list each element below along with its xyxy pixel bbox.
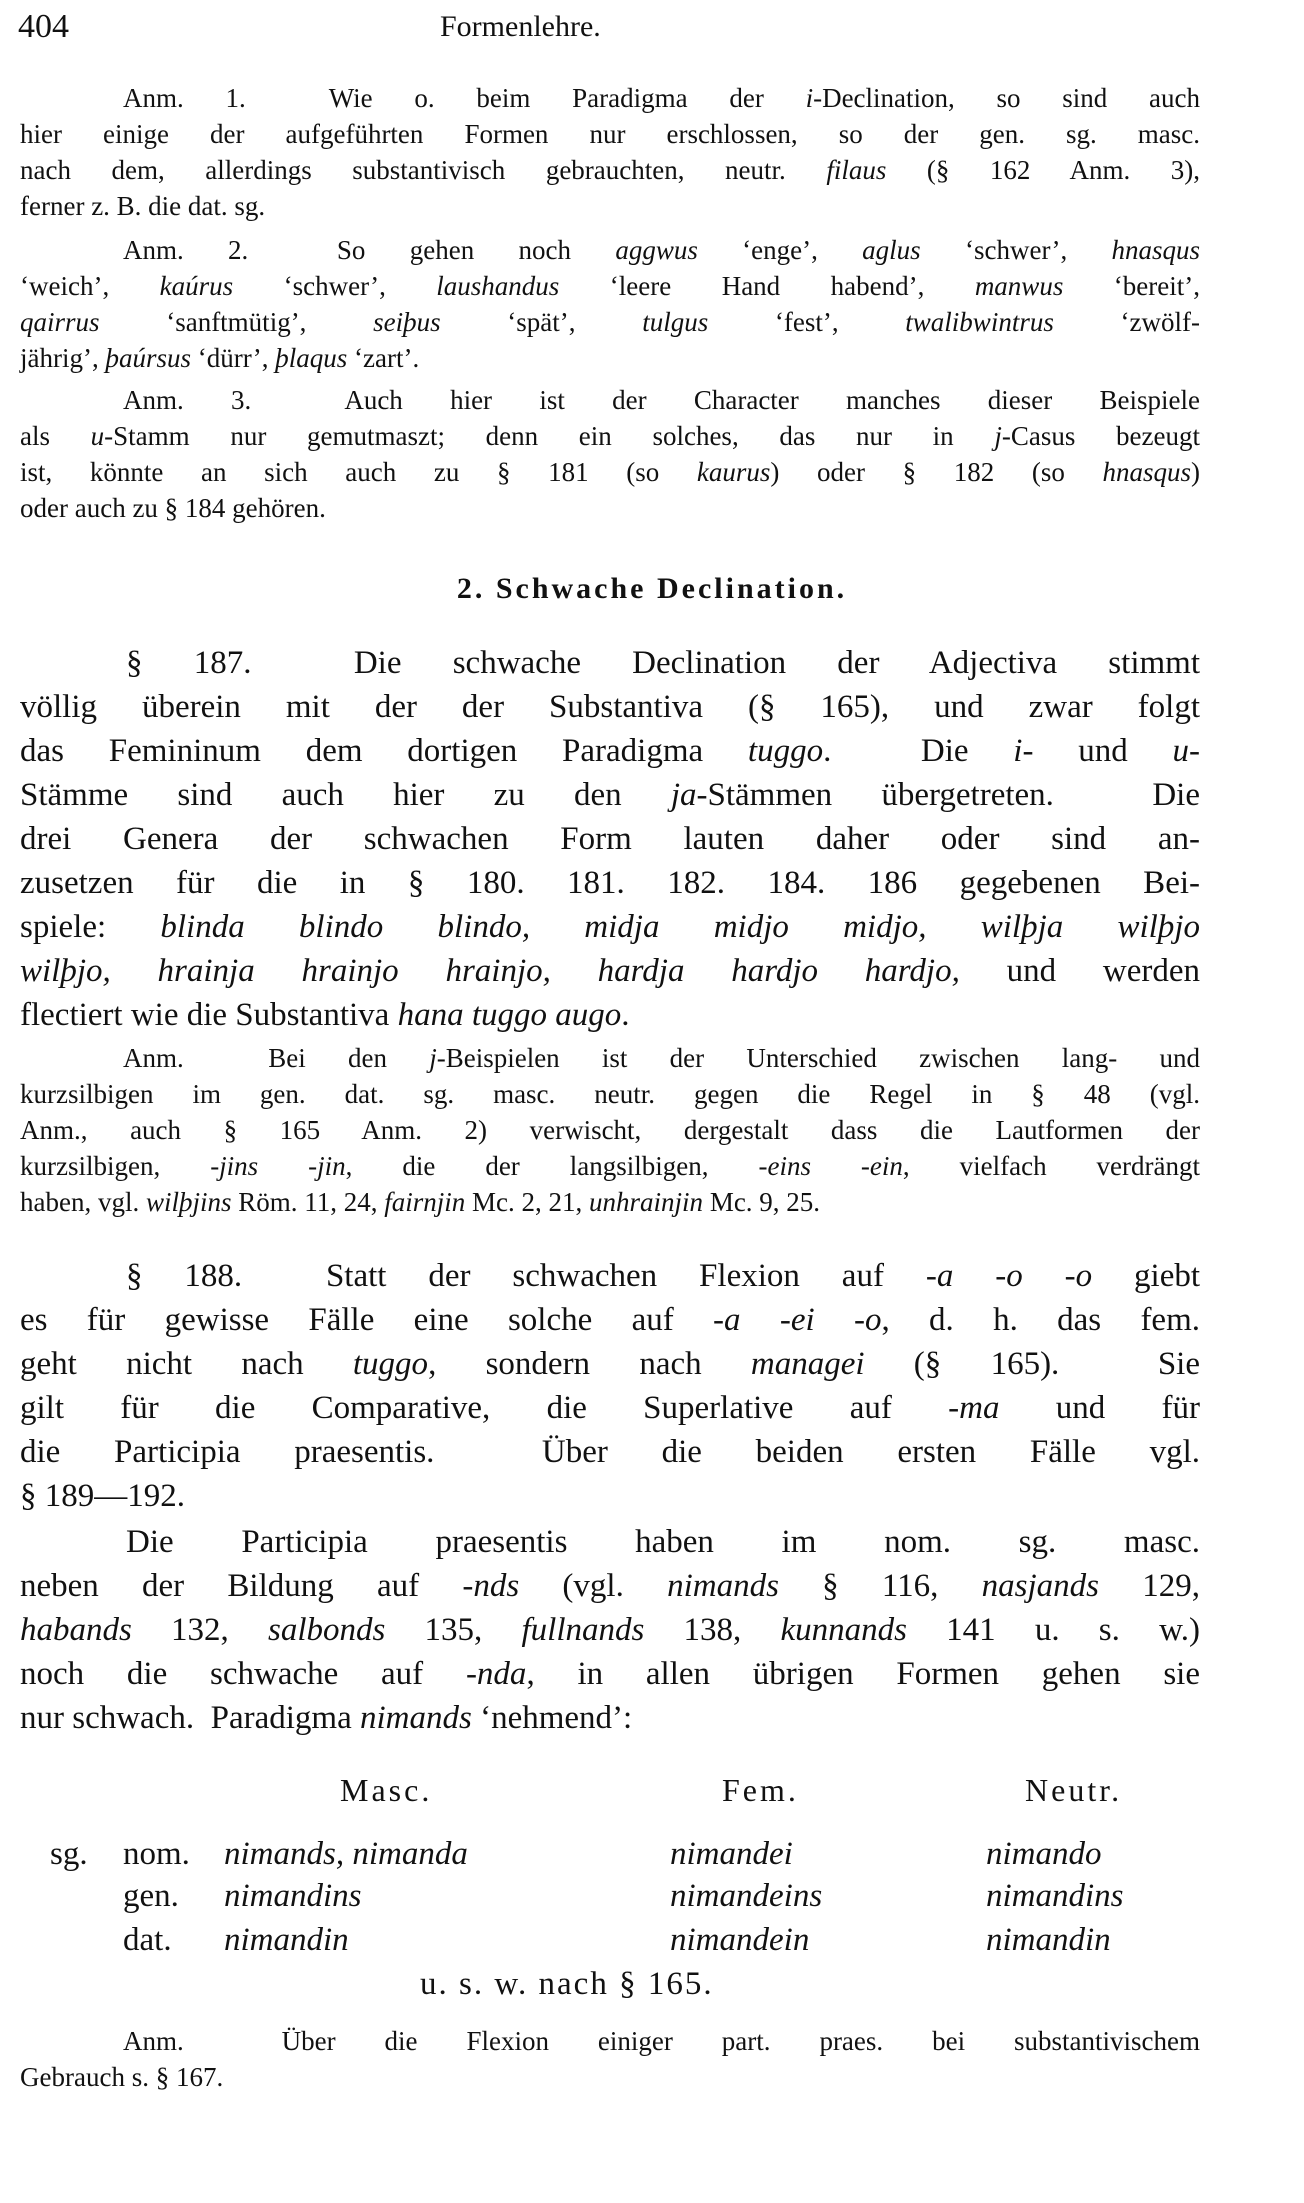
text-run: völlig überein mit der der Substantiva (§ 165), und zwar folgt: [20, 689, 1200, 725]
note-187: [20, 1040, 1200, 1220]
text-line: [20, 490, 1200, 526]
text-run: zusetzen für die in § 180. 181. 182. 184. 186 gegebenen Bei-: [20, 865, 1200, 901]
text-run: ‘zwölf-: [1053, 307, 1200, 337]
italic-form: fairnjin: [384, 1187, 466, 1217]
text-line: [20, 993, 1200, 1037]
italic-form: filaus: [826, 155, 887, 185]
header-neutr: Neutr.: [1025, 1772, 1123, 1808]
fem-gen: nimandeins: [670, 1878, 823, 1914]
text-run: , die der langsilbigen,: [345, 1151, 759, 1181]
italic-form: j: [429, 1043, 437, 1073]
text-run: ‘zart’.: [347, 343, 420, 373]
text-run: Anm. 1. Wie o. beim Paradigma der: [123, 83, 806, 113]
text-run: -Beispielen ist der Unterschied zwischen lang- und: [436, 1043, 1200, 1073]
italic-form: kaúrus: [159, 271, 234, 301]
text-run: flectiert wie die Substantiva: [20, 997, 398, 1033]
text-run: hier einige der aufgeführten Formen nur erschlossen, so der gen. sg. masc.: [20, 119, 1200, 149]
text-run: 132,: [131, 1612, 268, 1648]
text-run: Die Participia praesentis haben im nom. sg. masc.: [126, 1524, 1200, 1560]
neutr-gen: nimandins: [986, 1878, 1124, 1914]
text-run: und für: [999, 1390, 1200, 1426]
italic-form: managei: [750, 1346, 865, 1382]
text-line: [20, 454, 1200, 490]
paradigm-footer: u. s. w. nach § 165.: [420, 1966, 714, 2002]
text-line: [20, 861, 1200, 905]
text-run: drei Genera der schwachen Form lauten daher oder sind an-: [20, 821, 1200, 857]
text-run: Anm. 3. Auch hier ist der Character manches dieser Beispiele: [123, 385, 1200, 415]
case-gen: gen.: [123, 1878, 179, 1914]
text-run: neben der Bildung auf: [20, 1568, 463, 1604]
text-line: [20, 1696, 1200, 1740]
italic-form: habands: [20, 1612, 132, 1648]
text-line: [20, 1608, 1200, 1652]
text-run: Röm. 11, 24,: [231, 1187, 385, 1217]
text-run: § 116,: [778, 1568, 982, 1604]
paragraph-188: [20, 1254, 1200, 1518]
italic-form: blinda blindo blindo, midja midjo midjo, wilþja wilþjo: [160, 909, 1200, 945]
italic-form: i: [805, 83, 814, 113]
italic-form: tulgus: [642, 307, 709, 337]
text-run: 138,: [644, 1612, 781, 1648]
text-run: ‘leere Hand habend’,: [559, 271, 975, 301]
italic-form: fullnands: [521, 1612, 645, 1648]
case-nom: nom.: [123, 1836, 190, 1872]
text-line: [20, 1652, 1200, 1696]
text-run: es für gewisse Fälle eine solche auf: [20, 1302, 714, 1338]
text-run: die Participia praesentis. Über die beiden ersten Fälle vgl.: [20, 1434, 1200, 1470]
text-line: [20, 949, 1200, 993]
case-dat: dat.: [123, 1922, 172, 1958]
italic-form: -eins -ein: [758, 1151, 903, 1181]
text-line: [20, 1386, 1200, 1430]
italic-form: kunnands: [780, 1612, 907, 1648]
masc-dat: nimandin: [224, 1922, 349, 1958]
text-line: [20, 304, 1200, 340]
text-run: spiele:: [20, 909, 161, 945]
text-line: [20, 817, 1200, 861]
note-final: [20, 2023, 1200, 2095]
text-line: [20, 2059, 1200, 2095]
text-line: [20, 382, 1200, 418]
fem-nom: nimandei: [670, 1836, 793, 1872]
text-run: . Die: [823, 733, 1014, 769]
italic-form: þaúrsus: [105, 343, 192, 373]
text-line: [20, 685, 1200, 729]
italic-form: manwus: [974, 271, 1064, 301]
running-title: Formenlehre.: [440, 10, 601, 43]
text-run: ‘schwer’,: [920, 235, 1112, 265]
text-run: noch die schwache auf: [20, 1656, 466, 1692]
text-run: geht nicht nach: [20, 1346, 353, 1382]
text-run: -: [1189, 733, 1200, 769]
italic-form: nimands: [667, 1568, 779, 1604]
italic-form: -a -ei -o: [713, 1302, 882, 1338]
paragraph-participia: [20, 1520, 1200, 1740]
section-heading: 2. Schwache Declination.: [456, 572, 848, 605]
text-run: ‘spät’,: [440, 307, 643, 337]
header-fem: Fem.: [722, 1772, 799, 1808]
text-run: ist, könnte an sich auch zu § 181 (so: [20, 457, 697, 487]
italic-form: hnasqus: [1102, 457, 1191, 487]
text-run: das Femininum dem dortigen Paradigma: [20, 733, 748, 769]
text-run: ‘fest’,: [708, 307, 906, 337]
italic-form: qairrus: [20, 307, 100, 337]
text-line: [20, 729, 1200, 773]
neutr-nom: nimando: [986, 1836, 1102, 1872]
text-line: [20, 1564, 1200, 1608]
italic-form: wilþjo, hrainja hrainjo hrainjo, hardja hardjo hardjo,: [20, 953, 960, 989]
italic-form: -ma: [948, 1390, 1000, 1426]
text-run: oder auch zu § 184 gehören.: [20, 493, 326, 523]
italic-form: hana tuggo augo: [397, 997, 622, 1033]
text-run: Mc. 9, 25.: [703, 1187, 821, 1217]
neutr-dat: nimandin: [986, 1922, 1111, 1958]
text-run: -Stamm nur gemutmaszt; denn ein solches, das nur in: [104, 421, 995, 451]
text-line: [20, 232, 1200, 268]
text-run: nach dem, allerdings substantivisch gebrauchten, neutr.: [20, 155, 827, 185]
text-run: -Stämmen übergetreten. Die: [696, 777, 1200, 813]
text-run: Anm. Bei den: [123, 1043, 430, 1073]
text-line: [20, 418, 1200, 454]
text-run: ‘sanftmütig’,: [99, 307, 374, 337]
text-run: Anm. 2. So gehen noch: [123, 235, 616, 265]
note-1: [20, 80, 1200, 224]
text-run: Anm. Über die Flexion einiger part. praes. bei substantivischem: [123, 2026, 1200, 2056]
text-run: - und: [1022, 733, 1173, 769]
text-run: Stämme sind auch hier zu den: [20, 777, 671, 813]
text-run: -Declination, so sind auch: [813, 83, 1201, 113]
text-run: Anm., auch § 165 Anm. 2) verwischt, dergestalt dass die Lautformen der: [20, 1115, 1200, 1145]
italic-form: i: [1013, 733, 1023, 769]
text-run: haben, vgl.: [20, 1187, 146, 1217]
text-run: 141 u. s. w.): [906, 1612, 1201, 1648]
text-line: [20, 905, 1200, 949]
text-run: , sondern nach: [428, 1346, 751, 1382]
text-run: (§ 162 Anm. 3),: [886, 155, 1200, 185]
italic-form: nasjands: [981, 1568, 1100, 1604]
text-line: [20, 773, 1200, 817]
text-run: jährig’,: [20, 343, 106, 373]
italic-form: wilþjins: [145, 1187, 232, 1217]
text-line: [20, 1184, 1200, 1220]
text-run: ) oder § 182 (so: [770, 457, 1103, 487]
text-run: kurzsilbigen,: [20, 1151, 211, 1181]
text-run: Gebrauch s. § 167.: [20, 2062, 224, 2092]
italic-form: aggwus: [615, 235, 698, 265]
text-run: (§ 165). Sie: [864, 1346, 1201, 1382]
italic-form: þlaqus: [275, 343, 348, 373]
italic-form: twalibwintrus: [905, 307, 1054, 337]
text-run: gilt für die Comparative, die Superlative auf: [20, 1390, 949, 1426]
text-run: nur schwach. Paradigma: [20, 1700, 360, 1736]
text-run: , d. h. das fem.: [881, 1302, 1200, 1338]
italic-form: u: [1172, 733, 1189, 769]
text-line: [20, 1148, 1200, 1184]
italic-form: hnasqus: [1111, 235, 1201, 265]
text-line: [20, 1254, 1200, 1298]
text-run: als: [20, 421, 91, 451]
text-line: [20, 1112, 1200, 1148]
text-run: 129,: [1099, 1568, 1200, 1604]
text-run: ): [1191, 457, 1200, 487]
text-run: , vielfach verdrängt: [902, 1151, 1200, 1181]
text-run: 135,: [385, 1612, 522, 1648]
text-line: [20, 80, 1200, 116]
text-run: (vgl.: [519, 1568, 668, 1604]
text-run: ‘dürr’,: [191, 343, 276, 373]
italic-form: tuggo: [747, 733, 824, 769]
text-run: ‘enge’,: [697, 235, 863, 265]
italic-form: laushandus: [436, 271, 560, 301]
text-line: [20, 116, 1200, 152]
page-number: 404: [18, 8, 69, 45]
text-line: [20, 1520, 1200, 1564]
number-label: sg.: [50, 1836, 88, 1872]
italic-form: kaurus: [696, 457, 771, 487]
text-line: [20, 1298, 1200, 1342]
text-run: ‘weich’,: [20, 271, 160, 301]
text-run: ‘schwer’,: [233, 271, 437, 301]
paragraph-187: [20, 641, 1200, 1037]
masc-gen: nimandins: [224, 1878, 362, 1914]
italic-form: salbonds: [267, 1612, 386, 1648]
text-line: [20, 641, 1200, 685]
text-run: -Casus bezeugt: [1001, 421, 1200, 451]
italic-form: ja: [670, 777, 697, 813]
italic-form: -jins -jin: [210, 1151, 346, 1181]
text-line: [20, 340, 1200, 376]
text-run: Mc. 2, 21,: [465, 1187, 590, 1217]
italic-form: -nda: [465, 1656, 527, 1692]
text-line: [20, 1430, 1200, 1474]
text-line: [20, 1474, 1200, 1518]
fem-dat: nimandein: [670, 1922, 810, 1958]
text-run: § 189—192.: [20, 1478, 185, 1514]
text-line: [20, 1040, 1200, 1076]
italic-form: aglus: [862, 235, 921, 265]
italic-form: -nds: [462, 1568, 520, 1604]
italic-form: nimands: [359, 1700, 472, 1736]
text-run: ‘nehmend’:: [471, 1700, 633, 1736]
note-3: [20, 382, 1200, 526]
text-run: giebt: [1092, 1258, 1201, 1294]
italic-form: seiþus: [373, 307, 441, 337]
italic-form: j: [994, 421, 1002, 451]
text-run: und werden: [959, 953, 1200, 989]
text-line: [20, 1076, 1200, 1112]
text-line: [20, 2023, 1200, 2059]
text-line: [20, 152, 1200, 188]
text-run: § 188. Statt der schwachen Flexion auf: [126, 1258, 926, 1294]
text-line: [20, 1342, 1200, 1386]
text-run: ‘bereit’,: [1063, 271, 1200, 301]
italic-form: tuggo: [352, 1346, 429, 1382]
text-run: kurzsilbigen im gen. dat. sg. masc. neutr. gegen die Regel in § 48 (vgl.: [20, 1079, 1200, 1109]
note-2: [20, 232, 1200, 376]
text-run: , in allen übrigen Formen gehen sie: [526, 1656, 1200, 1692]
masc-nom: nimands, nimanda: [224, 1836, 468, 1872]
italic-form: u: [90, 421, 105, 451]
header-masc: Masc.: [340, 1772, 433, 1808]
text-run: .: [621, 997, 630, 1033]
text-run: ferner z. B. die dat. sg.: [20, 191, 266, 221]
text-line: [20, 188, 1200, 224]
text-run: § 187. Die schwache Declination der Adjectiva stimmt: [126, 645, 1200, 681]
italic-form: unhrainjin: [589, 1187, 704, 1217]
text-line: [20, 268, 1200, 304]
italic-form: -a -o -o: [925, 1258, 1093, 1294]
